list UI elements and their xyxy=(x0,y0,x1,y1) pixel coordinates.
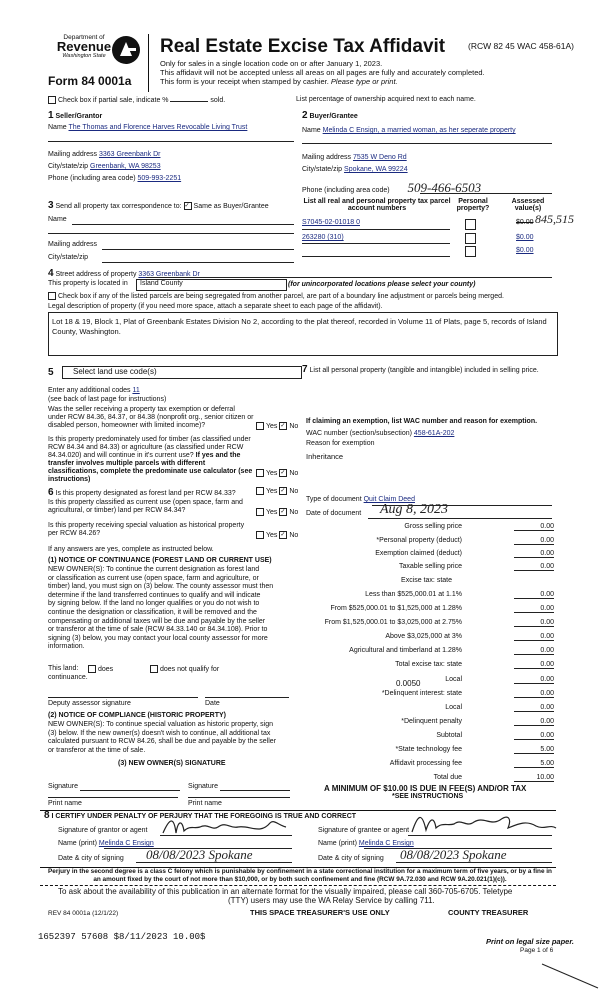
buyer-line xyxy=(302,143,552,144)
seller-city-row xyxy=(48,163,161,170)
personal-property-checkbox[interactable] xyxy=(465,233,476,244)
seller-mailing-value[interactable]: 3363 Greenbank Dr xyxy=(98,151,161,158)
notice2-title: (2) NOTICE OF COMPLIANCE (HISTORIC PROPERTY) xyxy=(48,712,226,719)
seller-title: Seller/Grantor xyxy=(55,113,103,120)
legal-label: Legal description of property (if you need more space, attach a separate sheet to each page of the affidavit). xyxy=(48,303,383,310)
doc-type-label: Type of document xyxy=(306,496,362,503)
no-label: No xyxy=(289,487,299,495)
new-owner-print2-line[interactable] xyxy=(188,797,290,798)
no-label: No xyxy=(289,422,299,430)
tax-row-label: Excise tax: state xyxy=(401,577,452,584)
tax-row-label: Subtotal xyxy=(436,732,462,739)
timber-question-bold: If yes and the transfer involves multiple parcels with different classifications, complete the predominate use calculator (see instructions) xyxy=(48,452,253,483)
legal-description[interactable]: Lot 18 & 19, Block 1, Plat of Greenbank Estates Division No 2, according to the plat thereof, recorded in Volume 11 of Plats, page 5, records of Island County, Washington. xyxy=(48,312,558,356)
buyer-title: Buyer/Grantee xyxy=(309,113,358,120)
section3-heading xyxy=(48,200,269,211)
seller-num: 1 xyxy=(48,110,54,121)
parcel-value[interactable]: $0.00 xyxy=(516,247,534,254)
parcel-line xyxy=(302,229,450,230)
grantee-name-label: Name (print) xyxy=(318,840,357,847)
notice1-line: continue the designation or classification, it will be removed and the xyxy=(48,608,257,616)
new-owner-sig1-line[interactable] xyxy=(80,790,180,791)
header-line2: This affidavit will not be accepted unless all areas on all pages are fully and accurately completed. xyxy=(160,68,485,77)
buyer-name-label: Name xyxy=(302,127,321,134)
personal-property-checkbox[interactable] xyxy=(465,246,476,257)
yes-checkbox[interactable] xyxy=(256,487,264,495)
tax-row-label: Taxable selling price xyxy=(398,563,462,570)
tax-row-value[interactable]: 0.00 xyxy=(514,563,554,571)
grantee-date-value[interactable]: 08/08/2023 Spokane xyxy=(400,847,507,862)
notice1-line: compensating or additional taxes will be due and payable by the seller xyxy=(48,617,266,625)
timber-yn xyxy=(256,469,298,477)
tax-row-value[interactable]: 0.00 xyxy=(514,605,554,613)
legal-paper-note: Print on legal size paper. xyxy=(486,937,574,946)
corner-fold-mark xyxy=(540,962,600,990)
yes-label: Yes xyxy=(266,531,278,539)
grantor-date-label: Date & city of signing xyxy=(58,855,124,862)
notice1-line: timber) land, you must sign on (3) below. The county assessor must then xyxy=(48,583,274,591)
buyer-mailing-value[interactable]: 7535 W Deno Rd xyxy=(352,154,407,161)
no-checkbox[interactable] xyxy=(279,422,287,430)
seller-heading xyxy=(48,110,102,121)
street-address-value[interactable]: 3363 Greenbank Dr xyxy=(138,271,200,278)
reason-value[interactable]: Inheritance xyxy=(306,452,344,461)
header-line1: Only for sales in a single location code on or after January 1, 2023. xyxy=(160,59,383,68)
notice2-line: or transferor at the time of sale. xyxy=(48,746,146,754)
rev-number: REV 84 0001a (12/1/22) xyxy=(48,910,119,917)
street-address-label: Street address of property xyxy=(55,271,137,278)
section3-mailing-field[interactable] xyxy=(102,249,294,250)
grantor-name-value[interactable]: Melinda C Ensign xyxy=(98,840,154,847)
seller-name-value[interactable]: The Thomas and Florence Harves Revocable Living Trust xyxy=(68,124,248,131)
buyer-phone-line xyxy=(420,193,552,194)
tax-row-value[interactable]: 0.00 xyxy=(514,619,554,627)
partial-sale-checkbox[interactable] xyxy=(48,96,56,104)
grantor-name-row xyxy=(58,840,154,847)
page-number: Page 1 of 6 xyxy=(520,947,554,954)
seller-line xyxy=(48,141,294,142)
buyer-mailing-label: Mailing address xyxy=(302,154,352,161)
land-use-select-label: Select land use code(s) xyxy=(73,367,157,376)
grantee-date-label: Date & city of signing xyxy=(318,855,384,862)
dor-logo xyxy=(50,34,118,59)
seller-phone-value[interactable]: 509-993-2251 xyxy=(137,175,182,182)
perjury-notice: Perjury in the second degree is a class C felony which is punishable by confinement in a state correctional institution for a maximum term of five years, or by a fine in an amount fixed by the court of not more than $10,000, or by both such confinement and fine (RCW 9A.72.030 and RCW 9A.20.021(1)(c)). xyxy=(48,868,552,883)
county-treasurer: COUNTY TREASURER xyxy=(448,908,529,917)
parcels-col3-header: Assessed value(s) xyxy=(511,198,545,212)
section3-num: 3 xyxy=(48,200,54,211)
notice1-line: or transferor at the time of sale (RCW 84.33.140 or 84.34.108). Prior to xyxy=(48,626,268,634)
grantor-date-line xyxy=(136,862,292,863)
partial-sale-label: Check box if partial sale, indicate % xyxy=(58,96,169,104)
grantor-name-label: Name (print) xyxy=(58,840,97,847)
doc-date-value[interactable]: Aug 8, 2023 xyxy=(380,502,449,517)
tax-row-label: Local xyxy=(445,676,462,683)
tax-row-value[interactable]: 10.00 xyxy=(514,774,554,782)
personal-property-checkbox[interactable] xyxy=(465,219,476,230)
tax-row-value[interactable]: 0.00 xyxy=(514,704,554,712)
see-instructions: *SEE INSTRUCTIONS xyxy=(392,793,464,800)
no-checkbox[interactable] xyxy=(279,487,287,495)
tax-row-label: From $525,000.01 to $1,525,000 at 1.28% xyxy=(330,605,462,612)
header-line3 xyxy=(160,77,398,86)
dept-line3: Washington State xyxy=(62,53,106,59)
buyer-name-row xyxy=(302,127,516,134)
grantor-sig-label: Signature of grantor or agent xyxy=(58,827,148,834)
yes-checkbox[interactable] xyxy=(256,422,264,430)
certify-text: I CERTIFY UNDER PENALTY OF PERJURY THAT THE FOREGOING IS TRUE AND CORRECT xyxy=(51,813,357,820)
notice1-line: signing (3) below, you may contact your local county assessor for more xyxy=(48,634,268,642)
same-as-buyer-label: Same as Buyer/Grantee xyxy=(193,203,269,210)
new-owner-print1-line[interactable] xyxy=(48,797,178,798)
yes-checkbox[interactable] xyxy=(256,531,264,539)
does-not-label: does not qualify for xyxy=(160,665,220,673)
new-owner-print1-label: Print name xyxy=(48,800,82,807)
tax-row-label: Agricultural and timberland at 1.28% xyxy=(349,647,462,654)
section7-label: List all personal property (tangible and intangible) included in selling price. xyxy=(309,367,539,374)
tax-row-value[interactable]: 0.00 xyxy=(514,718,554,726)
yes-checkbox[interactable] xyxy=(256,469,264,477)
partial-sale-row xyxy=(48,96,225,104)
notice1-title: (1) NOTICE OF CONTINUANCE (FOREST LAND OR CURRENT USE) xyxy=(48,557,272,564)
deputy-date-label: Date xyxy=(205,700,220,707)
grantee-signature xyxy=(408,810,558,836)
section3-label: Send all property tax correspondence to: xyxy=(55,203,182,210)
tax-row-label: *Delinquent penalty xyxy=(401,718,462,725)
notice1-line: or classification as current use (open space, farm and agriculture, or xyxy=(48,574,259,582)
doc-date-label: Date of document xyxy=(306,510,362,517)
current-use-yn xyxy=(256,508,298,516)
tax-row-value[interactable]: 0.00 xyxy=(514,523,554,531)
parcels-col2-header: Personal property? xyxy=(456,198,490,212)
exemption-question: Was the seller receiving a property tax exemption or deferral under RCW 84.36, 84.37, or 84.38 (nonprofit org., senior citizen or disabled person, homeowner with limited income)? xyxy=(48,406,254,429)
doc-type-value[interactable]: Quit Claim Deed xyxy=(363,496,415,503)
buyer-city-label: City/state/zip xyxy=(302,166,343,173)
does-checkbox[interactable] xyxy=(88,665,96,673)
header-line3-text: This form is your receipt when stamped by cashier. xyxy=(160,77,329,86)
does-not-checkbox[interactable] xyxy=(150,665,158,673)
form-citation: (RCW 82 45 WAC 458-61A) xyxy=(468,41,574,51)
form-number: Form 84 0001a xyxy=(48,74,132,88)
county-select[interactable] xyxy=(136,279,287,291)
ownership-note: List percentage of ownership acquired next to each name. xyxy=(296,96,476,103)
no-label: No xyxy=(289,531,299,539)
if-yes-note: If any answers are yes, complete as instructed below. xyxy=(48,546,214,553)
parcel-line[interactable] xyxy=(302,256,450,257)
parcel-number[interactable]: 263280 (310) xyxy=(302,234,344,241)
does-not-option xyxy=(150,665,219,673)
tax-row-value[interactable]: 0.00 xyxy=(514,732,554,740)
alt-format-line1: To ask about the availability of this publication in an alternate format for the visually impaired, please call 360-705-6705. Teletype xyxy=(58,887,513,896)
current-use-question: Is this property classified as current use (open space, farm and agricultural, or timber) land per RCW 84.34? xyxy=(48,499,243,514)
additional-codes-label: Enter any additional codes xyxy=(48,387,131,394)
tax-row-value[interactable]: 0.00 xyxy=(514,550,554,558)
section8-num: 8 xyxy=(44,810,50,821)
same-as-buyer-checkbox[interactable] xyxy=(184,202,192,210)
section7-num: 7 xyxy=(302,364,308,375)
tax-row-value[interactable]: 0.00 xyxy=(514,591,554,599)
revenue-logo-icon xyxy=(110,34,142,66)
section7-heading xyxy=(302,366,552,375)
section6-q1-row xyxy=(48,487,236,498)
tax-row-label: From $1,525,000.01 to $3,025,000 at 2.75% xyxy=(324,619,462,626)
wac-label: WAC number (section/subsection) xyxy=(306,430,412,437)
notice2-line: NEW OWNER(S): To continue special valuation as historic property, sign xyxy=(48,721,273,728)
header-divider xyxy=(148,34,149,92)
additional-codes-value[interactable]: 11 xyxy=(132,387,140,394)
section3-name-field[interactable] xyxy=(72,224,294,225)
buyer-phone-label: Phone (including area code) xyxy=(302,187,390,194)
grantor-sig-line[interactable] xyxy=(160,835,292,836)
tax-row-value[interactable]: 0.00 xyxy=(514,633,554,641)
section3-city-label: City/state/zip xyxy=(48,254,89,261)
buyer-mailing-row xyxy=(302,154,407,161)
alt-format-line2: (TTY) users may use the WA Relay Service by calling 711. xyxy=(228,896,435,905)
seller-mailing-label: Mailing address xyxy=(48,151,98,158)
seller-city-label: City/state/zip xyxy=(48,163,89,170)
tax-row-value[interactable]: 0.00 xyxy=(514,661,554,669)
buyer-num: 2 xyxy=(302,110,308,121)
dept-line2: Revenue xyxy=(56,39,112,54)
buyer-city-value[interactable]: Spokane, WA 99224 xyxy=(344,166,408,173)
yes-label: Yes xyxy=(266,422,278,430)
parcel-line xyxy=(302,243,450,244)
section3-city-field[interactable] xyxy=(102,262,294,263)
tax-row-label: Exemption claimed (deduct) xyxy=(375,550,462,557)
tax-row-value[interactable]: 0.00 xyxy=(514,647,554,655)
tax-row-label: Total excise tax: state xyxy=(395,661,462,668)
seller-name-label: Name xyxy=(48,124,67,131)
exempt-label: If claiming an exemption, list WAC number and reason for exemption. xyxy=(306,418,538,425)
exemption-yn xyxy=(256,422,298,430)
timber-question xyxy=(48,436,254,484)
tax-row-label: Above $3,025,000 at 3% xyxy=(385,633,462,640)
wac-row xyxy=(306,430,454,437)
local-rate: 0.0050 xyxy=(396,679,421,688)
tax-row-label: *State technology fee xyxy=(395,746,462,753)
this-land-label: This land: xyxy=(48,665,79,672)
parcel-row xyxy=(302,219,450,226)
form-title: Real Estate Excise Tax Affidavit xyxy=(160,36,446,57)
tax-row-label: *Personal property (deduct) xyxy=(376,537,462,544)
notice2-line: (3) below. If the new owner(s) doesn't wish to continue, all additional tax xyxy=(48,729,271,737)
notice1-line: information. xyxy=(48,643,85,651)
buyer-phone-value[interactable]: 509-466-6503 xyxy=(407,180,482,195)
parcel-value[interactable]: $0.00 xyxy=(516,234,534,241)
yes-label: Yes xyxy=(266,487,278,495)
partial-percent-field[interactable] xyxy=(170,101,208,102)
grantor-signature xyxy=(160,815,290,837)
does-option xyxy=(88,665,113,673)
buyer-name-value[interactable]: Melinda C Ensign, a married woman, as her seperate property xyxy=(322,127,516,134)
land-use-select[interactable] xyxy=(62,366,302,379)
historic-yn xyxy=(256,531,298,539)
notice2-body xyxy=(48,721,276,755)
buyer-city-row xyxy=(302,166,408,173)
does-label: does xyxy=(98,665,114,673)
minimum-note: A MINIMUM OF $10.00 IS DUE IN FEE(S) AND/OR TAX xyxy=(324,784,527,793)
section4-num: 4 xyxy=(48,268,54,279)
no-checkbox[interactable] xyxy=(279,469,287,477)
historic-question: Is this property receiving special valuation as historical property per RCW 84.26? xyxy=(48,522,245,537)
tax-row-label: Less than $525,000.01 at 1.1% xyxy=(365,591,462,598)
notice1-line: by signing below. If the land no longer qualifies or you do not wish to xyxy=(48,600,260,608)
no-label: No xyxy=(289,469,299,477)
tax-row-label: Local xyxy=(445,704,462,711)
grantee-sig-line[interactable] xyxy=(408,835,552,836)
grantee-sig-label: Signature of grantee or agent xyxy=(318,827,410,834)
deputy-date-line[interactable] xyxy=(205,697,289,698)
new-owner-sig2-line[interactable] xyxy=(220,790,290,791)
see-back-note: (see back of last page for instructions) xyxy=(48,396,167,403)
yes-label: Yes xyxy=(266,469,278,477)
treasurer-space: THIS SPACE TREASURER'S USE ONLY xyxy=(250,908,390,917)
seller-city-value[interactable]: Greenbank, WA 98253 xyxy=(90,163,161,170)
footer-dashed-line xyxy=(40,885,556,886)
new-owner-sig1-label: Signature xyxy=(48,783,78,790)
tax-row-label: Gross selling price xyxy=(404,523,462,530)
section3-name-label: Name xyxy=(48,216,67,223)
grantor-date-value[interactable]: 08/08/2023 Spokane xyxy=(146,847,253,862)
doc-date-line xyxy=(368,518,552,519)
parcel-row xyxy=(302,234,344,241)
seller-name-row xyxy=(48,124,247,131)
deputy-sig-line[interactable] xyxy=(48,697,198,698)
no-checkbox[interactable] xyxy=(279,508,287,516)
yes-label: Yes xyxy=(266,508,278,516)
grantee-name-value[interactable]: Melinda C Ensign xyxy=(358,840,414,847)
forest-yn xyxy=(256,487,298,495)
parcels-col1-header: List all real and personal property tax parcel account numbers xyxy=(303,198,451,212)
notice1-line: determine if the land transferred continues to qualify and will indicate xyxy=(48,591,261,599)
continuance-label: continuance. xyxy=(48,674,88,681)
notice1-body xyxy=(48,566,273,652)
grantee-name-row xyxy=(318,840,414,847)
header-line3-italic: Please type or print. xyxy=(330,77,398,86)
street-address-line xyxy=(146,277,552,278)
segregated-label: Check box if any of the listed parcels are being segregated from another parcel, are part of a boundary line adjustment or parcels being merged. xyxy=(58,292,504,300)
segregated-row xyxy=(48,292,504,300)
yes-checkbox[interactable] xyxy=(256,508,264,516)
additional-codes-row xyxy=(48,387,140,394)
notice3-title: (3) NEW OWNER(S) SIGNATURE xyxy=(118,760,226,767)
reason-label: Reason for exemption xyxy=(306,440,375,447)
tax-row-value[interactable]: 5.00 xyxy=(514,746,554,754)
grantee-date-line xyxy=(396,862,552,863)
tax-row-value[interactable]: 5.00 xyxy=(514,760,554,768)
located-label: This property is located in xyxy=(48,280,128,287)
new-owner-sig2-label: Signature xyxy=(188,783,218,790)
notice2-line: calculated pursuant to RCW 84.26, shall be due and payable by the seller xyxy=(48,738,277,746)
tax-row-value[interactable]: 0.00 xyxy=(514,676,554,684)
buyer-heading xyxy=(302,110,358,121)
deputy-sig-label: Deputy assessor signature xyxy=(48,700,131,707)
parcel-handwritten-value: 845,515 xyxy=(535,212,574,226)
seller-mailing-row xyxy=(48,151,160,158)
tax-row-label: *Delinquent interest: state xyxy=(381,690,462,697)
new-owner-print2-label: Print name xyxy=(188,800,222,807)
no-label: No xyxy=(289,508,299,516)
seller-phone-row xyxy=(48,175,181,182)
unincorporated-note: (for unincorporated locations please select your county) xyxy=(288,281,476,288)
notice1-line: NEW OWNER(S): To continue the current designation as forest land xyxy=(48,566,260,573)
section5-num: 5 xyxy=(48,367,54,378)
wac-value[interactable]: 458-61A-202 xyxy=(413,430,455,437)
tax-row-label: Affidavit processing fee xyxy=(389,760,462,767)
section6-num: 6 xyxy=(48,487,54,498)
partial-sold-label: sold. xyxy=(210,96,226,104)
tax-row-value[interactable]: 0.00 xyxy=(514,690,554,698)
parcel-value[interactable]: $0.00 xyxy=(516,219,534,226)
parcel-number[interactable]: S7045-02-01018 0 xyxy=(302,219,360,226)
seller-phone-label: Phone (including area code) xyxy=(48,175,136,182)
timber-question-text: Is this property predominately used for timber (as classified under RCW 84.34 and 84.33) or agriculture (as classified under RCW 84.34.020) and will continue in it's current use? xyxy=(48,436,251,459)
dept-line1: Department of xyxy=(63,34,105,41)
section3-name-line2 xyxy=(48,233,294,234)
tax-row-label: Total due xyxy=(433,774,462,781)
county-value: Island County xyxy=(140,280,183,287)
segregated-checkbox[interactable] xyxy=(48,292,56,300)
receipt-stamp: 1652397 57608 $8/11/2023 10.00$ xyxy=(38,932,206,942)
no-checkbox[interactable] xyxy=(279,531,287,539)
tax-row-value[interactable]: 0.00 xyxy=(514,537,554,545)
forest-question: Is this property designated as forest land per RCW 84.33? xyxy=(55,490,236,497)
section3-mailing-label: Mailing address xyxy=(48,241,98,248)
